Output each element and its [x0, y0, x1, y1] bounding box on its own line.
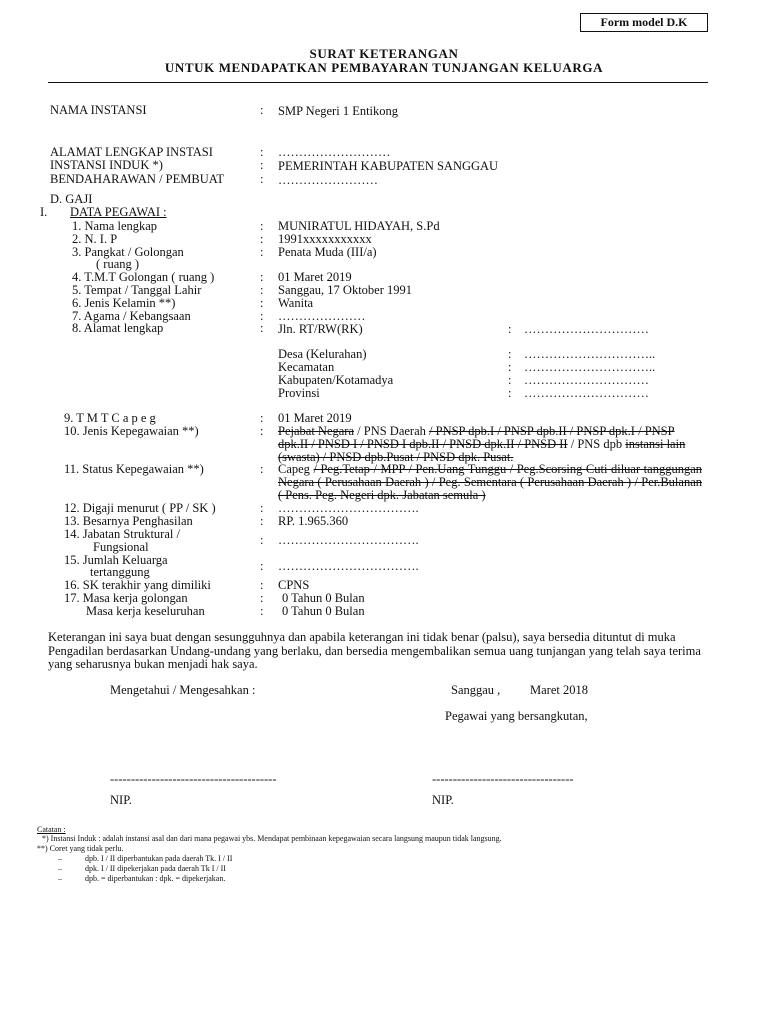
d-gaji-label: D. GAJI	[50, 192, 93, 206]
catatan-label: Catatan :	[37, 825, 66, 834]
tmt-capeg-value: 01 Maret 2019	[278, 411, 352, 425]
nip-left: NIP.	[110, 793, 132, 807]
sk-terakhir-value: CPNS	[278, 578, 310, 592]
alamat-instansi-value: ………………………	[278, 145, 391, 159]
agama-value: …………………	[278, 309, 366, 323]
colon: :	[260, 591, 264, 605]
note-dash: –	[58, 874, 62, 883]
colon: :	[260, 309, 264, 323]
penghasilan-value: RP. 1.965.360	[278, 514, 349, 528]
signature-line-right: ----------------------------------	[432, 772, 574, 786]
bendaharawan-value: ……………………	[278, 173, 378, 187]
jabatan-label-fungsional: Fungsional	[93, 540, 149, 554]
note-dpb: dpb. I / II diperbantukan pada daerah Tk. I / II	[85, 854, 233, 863]
document-subtitle: UNTUK MENDAPATKAN PEMBAYARAN TUNJANGAN KELUARGA	[164, 60, 604, 75]
pangkat-label-ruang: ( ruang )	[96, 257, 140, 271]
desa-dots: …………………………..	[524, 347, 656, 361]
jenis-strike-2: / PNSP dpb.I / PNSP dpb.II / PNSP dpk.I / PNSP dpk.II / PNSD I / PNSD I dpb.II / PNSD dpk.II / PNSD II	[278, 424, 675, 451]
kecamatan-dots: …………………………..	[524, 360, 656, 374]
colon: :	[508, 373, 512, 387]
note-dash: –	[58, 854, 62, 863]
colon: :	[260, 501, 264, 515]
masa-kerja-golongan-label: 17. Masa kerja golongan	[64, 591, 188, 605]
colon: :	[260, 321, 264, 335]
note-coret: **) Coret yang tidak perlu.	[37, 844, 124, 853]
pangkat-value: Penata Muda (III/a)	[278, 245, 377, 259]
colon: :	[260, 145, 264, 159]
alamat-instansi-label: ALAMAT LENGKAP INSTASI	[50, 145, 213, 159]
colon: :	[508, 347, 512, 361]
tmt-golongan-value: 01 Maret 2019	[278, 270, 352, 284]
colon: :	[508, 322, 512, 336]
digaji-label: 12. Digaji menurut ( PP / SK )	[64, 501, 216, 515]
masa-kerja-keseluruhan-label: Masa kerja keseluruhan	[86, 604, 205, 618]
jenis-strike-1: Pejabat Negara	[278, 424, 355, 438]
statement-paragraph: Keterangan ini saya buat dengan sesungguhnya dan apabila keterangan ini tidak benar (palsu), saya bersedia dituntut di muka Pengadilan berdasarkan Undang-undang yang berlaku, dan bersedia mengembalikan semua uang tunjangan yang telah saya terima yang seharusnya bukan menjadi hak saya.	[48, 630, 701, 671]
nama-instansi-label: NAMA INSTANSI	[50, 103, 147, 117]
nip-value: 1991xxxxxxxxxxx	[278, 232, 372, 246]
nama-lengkap-value: MUNIRATUL HIDAYAH, S.Pd	[278, 219, 440, 233]
nama-lengkap-label: 1. Nama lengkap	[72, 219, 158, 233]
pegawai-label: Pegawai yang bersangkutan,	[445, 709, 588, 723]
jenis-strike-3: instansi lain (swasta) / PNSD dpb.Pusat / PNSD dpk. Pusat.	[278, 437, 686, 464]
jenis-kelamin-value: Wanita	[278, 296, 314, 310]
sk-terakhir-label: 16. SK terakhir yang dimiliki	[64, 578, 211, 592]
jenis-kept-2: / PNS dpb	[567, 437, 626, 451]
kabupaten-label: Kabupaten/Kotamadya	[278, 373, 394, 387]
colon: :	[260, 232, 264, 246]
colon: :	[260, 245, 264, 259]
alamat-lengkap-label: 8. Alamat lengkap	[72, 321, 164, 335]
note-instansi-induk: *) Instansi Induk : adalah instansi asal dan dari mana pegawai ybs. Mendapat pembinaan kepegawaian secara langsung maupun tidak langsung.	[42, 834, 502, 843]
colon: :	[260, 604, 264, 618]
colon: :	[508, 386, 512, 400]
kecamatan-label: Kecamatan	[278, 360, 335, 374]
sign-place: Sanggau ,	[451, 683, 501, 697]
pangkat-label: 3. Pangkat / Golongan	[72, 245, 184, 259]
nip-right: NIP.	[432, 793, 454, 807]
colon: :	[260, 172, 264, 186]
tmt-capeg-label: 9. T M T C a p e g	[64, 411, 156, 425]
jenis-kept-1: / PNS Daerah	[354, 424, 430, 438]
status-strike: / Peg.Tetap / MPP / Pen.Uang Tunggu / Peg.Scorsing Cuti diluar tanggungan Negara ( Perusahaan Daerah ) / Peg. Sementara ( Perusahaan Daerah ) / Per.Bulanan ( Pens. Peg. Negeri dpk. Jabatan semula )	[278, 462, 702, 502]
instansi-induk-value: PEMERINTAH KABUPATEN SANGGAU	[278, 159, 499, 173]
section-number: I.	[40, 205, 48, 219]
colon: :	[260, 158, 264, 172]
jabatan-value: …………………………….	[278, 533, 419, 547]
jabatan-label: 14. Jabatan Struktural /	[64, 527, 180, 541]
colon: :	[260, 533, 264, 547]
title-rule	[48, 82, 708, 83]
jumlah-keluarga-label-tertanggung: tertanggung	[90, 565, 150, 579]
desa-label: Desa (Kelurahan)	[278, 347, 367, 361]
note-definitions: dpb. = diperbantukan : dpk. = dipekerjakan.	[85, 874, 226, 883]
jenis-kepegawaian-label: 10. Jenis Kepegawaian **)	[64, 424, 199, 438]
ttl-value: Sanggau, 17 Oktober 1991	[278, 283, 413, 297]
section-title: DATA PEGAWAI :	[70, 205, 167, 219]
jenis-kepegawaian-value	[278, 425, 702, 464]
colon: :	[260, 514, 264, 528]
digaji-value: …………………………….	[278, 501, 419, 515]
form-model-label: Form model D.K	[580, 13, 708, 32]
alamat-lengkap-value: Jln. RT/RW(RK)	[278, 322, 363, 336]
colon: :	[260, 283, 264, 297]
nama-instansi-value: SMP Negeri 1 Entikong	[278, 104, 399, 118]
note-dash: –	[58, 864, 62, 873]
colon: :	[260, 103, 264, 117]
masa-kerja-golongan-value: 0 Tahun 0 Bulan	[282, 591, 365, 605]
ttl-label: 5. Tempat / Tanggal Lahir	[72, 283, 202, 297]
bendaharawan-label: BENDAHARAWAN / PEMBUAT	[50, 172, 225, 186]
sign-date: Maret 2018	[530, 683, 588, 697]
document-title: SURAT KETERANGAN	[309, 46, 459, 61]
alamat-dots: …………………………	[524, 322, 649, 336]
status-kepegawaian-value	[278, 463, 702, 502]
colon: :	[260, 296, 264, 310]
status-kept: Capeg	[278, 462, 314, 476]
colon: :	[260, 559, 264, 573]
jumlah-keluarga-label: 15. Jumlah Keluarga	[64, 553, 168, 567]
nip-label: 2. N. I. P	[72, 232, 118, 246]
status-kepegawaian-label: 11. Status Kepegawaian **)	[64, 462, 204, 476]
masa-kerja-keseluruhan-value: 0 Tahun 0 Bulan	[282, 604, 365, 618]
signature-line-left: ----------------------------------------	[110, 772, 277, 786]
colon: :	[260, 424, 264, 438]
provinsi-label: Provinsi	[278, 386, 320, 400]
colon: :	[260, 578, 264, 592]
colon: :	[260, 462, 264, 476]
instansi-induk-label: INSTANSI INDUK *)	[50, 158, 163, 172]
mengetahui-label: Mengetahui / Mengesahkan :	[110, 683, 256, 697]
agama-label: 7. Agama / Kebangsaan	[72, 309, 191, 323]
jumlah-keluarga-value: …………………………….	[278, 559, 419, 573]
note-dpk: dpk. I / II dipekerjakan pada daerah Tk I / II	[85, 864, 226, 873]
provinsi-dots: …………………………	[524, 386, 649, 400]
colon: :	[260, 270, 264, 284]
colon: :	[508, 360, 512, 374]
jenis-kelamin-label: 6. Jenis Kelamin **)	[72, 296, 176, 310]
penghasilan-label: 13. Besarnya Penghasilan	[64, 514, 193, 528]
kabupaten-dots: …………………………	[524, 373, 649, 387]
colon: :	[260, 411, 264, 425]
tmt-golongan-label: 4. T.M.T Golongan ( ruang )	[72, 270, 215, 284]
colon: :	[260, 219, 264, 233]
